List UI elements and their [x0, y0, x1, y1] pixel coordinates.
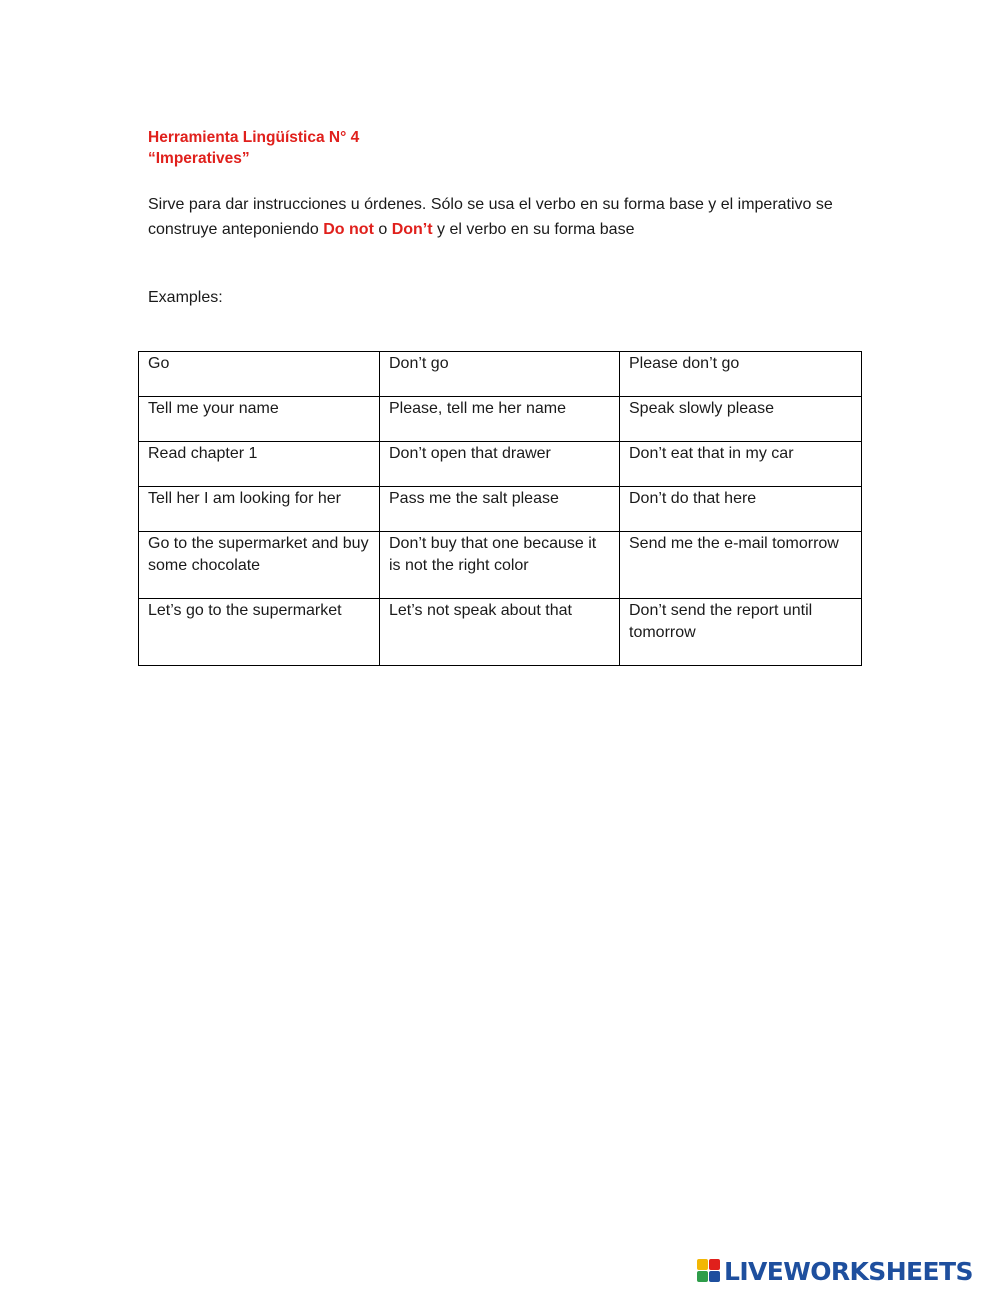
table-cell: Please don’t go — [620, 352, 862, 397]
table-row — [139, 487, 862, 532]
table-cell: Don’t open that drawer — [380, 442, 620, 487]
table-cell: Don’t send the report until tomorrow — [620, 599, 862, 666]
table-cell: Don’t go — [380, 352, 620, 397]
table-cell: Tell her I am looking for her — [139, 487, 380, 532]
table-row — [139, 397, 862, 442]
heading — [148, 127, 359, 169]
intro-highlight-dont: Don’t — [391, 221, 433, 238]
examples-table — [138, 351, 862, 666]
table-row — [139, 352, 862, 397]
table-cell: Don’t buy that one because it is not the right color — [380, 532, 620, 599]
intro-text-after: y el verbo en su forma base — [432, 221, 635, 238]
table-cell: Don’t eat that in my car — [620, 442, 862, 487]
table-cell: Speak slowly please — [620, 397, 862, 442]
table-cell: Don’t do that here — [620, 487, 862, 532]
liveworksheets-logo-icon — [697, 1259, 721, 1283]
table-cell: Tell me your name — [139, 397, 380, 442]
page-title: Herramienta Lingüística N° 4 — [148, 129, 360, 146]
table-row — [139, 599, 862, 666]
examples-label: Examples: — [148, 289, 223, 306]
table-cell: Send me the e-mail tomorrow — [620, 532, 862, 599]
intro-text-between: o — [373, 221, 392, 238]
table-row — [139, 442, 862, 487]
table-row — [139, 532, 862, 599]
liveworksheets-logo[interactable] — [697, 1256, 973, 1286]
table-cell: Let’s not speak about that — [380, 599, 620, 666]
intro-text-before: Sirve para dar instrucciones u órdenes. Sólo se usa el verbo en su forma base y el imperativo se construye anteponiendo — [148, 196, 833, 238]
table-cell: Pass me the salt please — [380, 487, 620, 532]
table-cell: Let’s go to the supermarket — [139, 599, 380, 666]
intro-paragraph — [148, 192, 868, 242]
table-cell: Read chapter 1 — [139, 442, 380, 487]
table-cell: Go — [139, 352, 380, 397]
table-cell: Go to the supermarket and buy some chocolate — [139, 532, 380, 599]
page-subtitle: “Imperatives” — [148, 150, 250, 167]
intro-highlight-do-not: Do not — [323, 221, 374, 238]
logo-text: LIVEWORKSHEETS — [724, 1256, 973, 1286]
table-cell: Please, tell me her name — [380, 397, 620, 442]
